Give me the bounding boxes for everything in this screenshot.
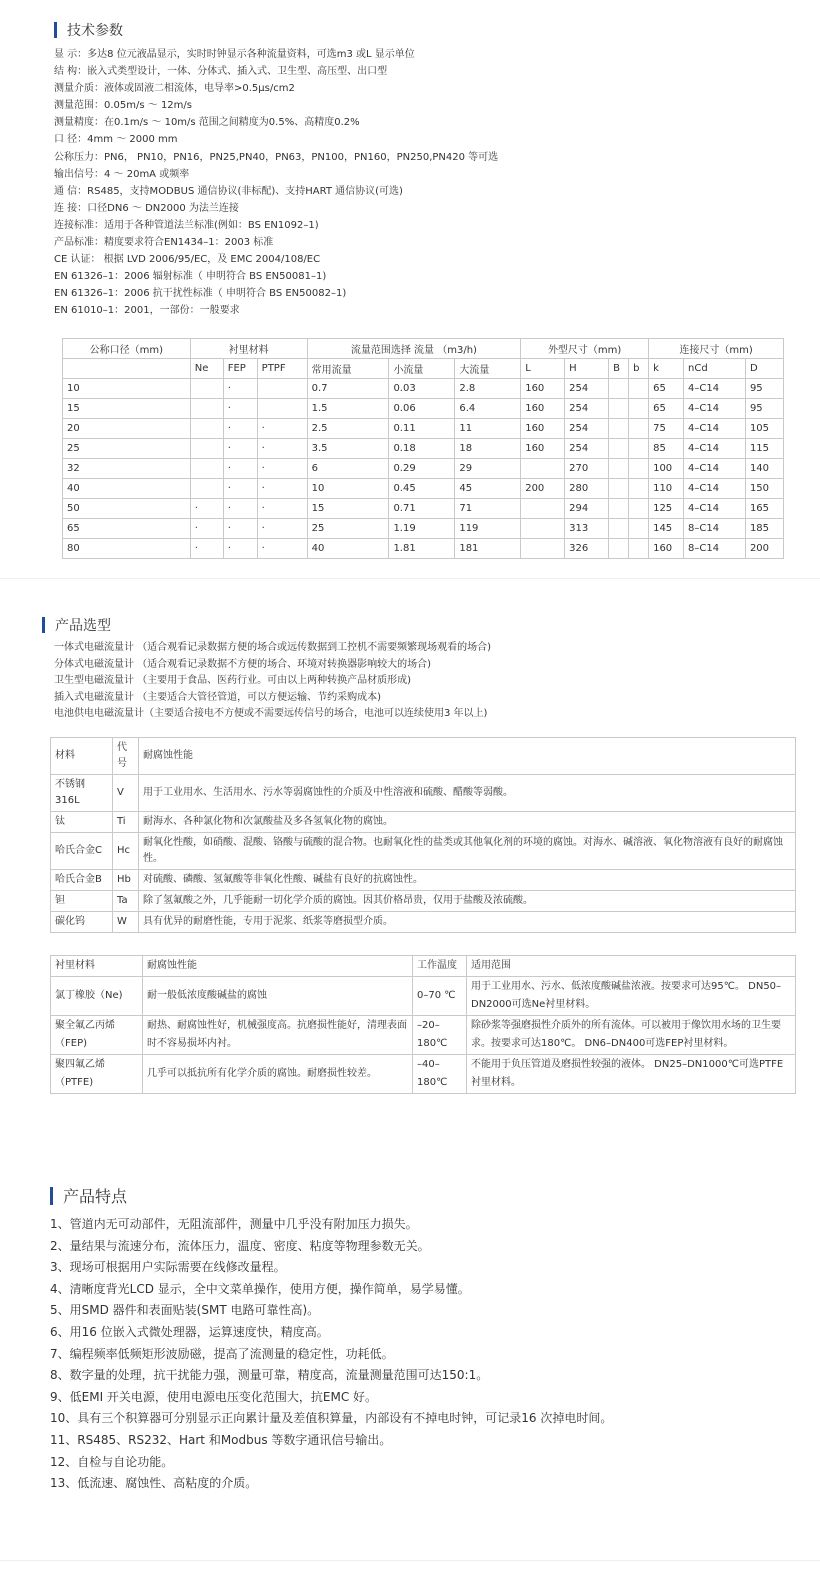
table-cell: 对硫酸、磷酸、氢氟酸等非氧化性酸、碱盐有良好的抗腐蚀性。 bbox=[139, 870, 796, 891]
table-cell: 6 bbox=[307, 459, 389, 479]
table-cell: W bbox=[113, 912, 139, 933]
table-cell: 65 bbox=[649, 379, 684, 399]
type-line: 分体式电磁流量计 （适合观看记录数据不方便的场合、环境对转换器影响较大的场合) bbox=[54, 658, 432, 670]
type-list bbox=[54, 640, 491, 723]
table-cell: 100 bbox=[649, 459, 684, 479]
table-row bbox=[63, 539, 784, 559]
table-row bbox=[63, 459, 784, 479]
size-table-header-cell: 小流量 bbox=[389, 359, 455, 379]
table-row bbox=[63, 399, 784, 419]
table-cell: 4–Ⅽ14 bbox=[684, 419, 746, 439]
table-row bbox=[63, 519, 784, 539]
table-cell: 4–Ⅽ14 bbox=[684, 379, 746, 399]
section-divider bbox=[0, 578, 820, 579]
type-line: 电池供电电磁流量计（主要适合接电不方便或不需要远传信号的场合，电池可以连续使用3 年以上) bbox=[54, 708, 488, 720]
table-cell: 326 bbox=[565, 539, 609, 559]
table-cell: 0.18 bbox=[389, 439, 455, 459]
material-table-header-cell: 耐腐蚀性能 bbox=[139, 738, 796, 775]
table-cell: 254 bbox=[565, 399, 609, 419]
size-table-header-cell: 外型尺寸（mm) bbox=[521, 339, 649, 359]
section-tech-header bbox=[54, 20, 123, 40]
table-cell: 10 bbox=[307, 479, 389, 499]
table-cell: · bbox=[257, 519, 307, 539]
feature-line: 2、量结果与流速分布，流体压力，温度、密度、粘度等物理参数无关。 bbox=[50, 1238, 430, 1253]
size-table-header-cell: Ne bbox=[190, 359, 223, 379]
table-cell bbox=[629, 379, 649, 399]
table-cell: 具有优异的耐磨性能，专用于泥浆、纸浆等磨损型介质。 bbox=[139, 912, 796, 933]
table-cell: · bbox=[223, 379, 257, 399]
section-features-title: 产品特点 bbox=[63, 1187, 128, 1206]
table-row bbox=[51, 912, 796, 933]
spec-line: 连 接：口径DN6 ～ DN2000 为法兰连接 bbox=[54, 202, 239, 214]
table-cell: 0.03 bbox=[389, 379, 455, 399]
table-cell: 25 bbox=[63, 439, 191, 459]
table-cell: 145 bbox=[649, 519, 684, 539]
table-cell: Hb bbox=[113, 870, 139, 891]
table-cell: · bbox=[257, 459, 307, 479]
table-cell: 0.71 bbox=[389, 499, 455, 519]
table-cell bbox=[609, 479, 629, 499]
spec-line: 产品标准：精度要求符合EN1434–1：2003 标准 bbox=[54, 237, 274, 249]
table-cell bbox=[629, 539, 649, 559]
table-cell bbox=[629, 519, 649, 539]
table-cell bbox=[609, 399, 629, 419]
table-cell: 181 bbox=[455, 539, 521, 559]
table-cell: 0–70 ℃ bbox=[413, 977, 467, 1016]
table-cell: 4–Ⅽ14 bbox=[684, 499, 746, 519]
table-cell: 用于工业用水、污水、低浓度酸碱盐浓液。按要求可达95℃。 DN50–DN2000可选Ne衬里材料。 bbox=[467, 977, 796, 1016]
table-cell: 除了氢氟酸之外，几乎能耐一切化学介质的腐蚀。因其价格昂贵，仅用于盐酸及浓硫酸。 bbox=[139, 891, 796, 912]
table-row bbox=[51, 891, 796, 912]
table-cell: 4–Ⅽ14 bbox=[684, 459, 746, 479]
table-cell: 15 bbox=[307, 499, 389, 519]
table-cell bbox=[521, 519, 565, 539]
table-cell: 29 bbox=[455, 459, 521, 479]
table-cell: 32 bbox=[63, 459, 191, 479]
table-cell: · bbox=[190, 519, 223, 539]
table-cell bbox=[521, 539, 565, 559]
table-row bbox=[63, 439, 784, 459]
feature-line: 3、现场可根据用户实际需要在线修改量程。 bbox=[50, 1260, 286, 1275]
section-select-header bbox=[42, 615, 111, 635]
table-cell: 耐氧化性酸，如硝酸、混酸、铬酸与硫酸的混合物。也耐氧化性的盐类或其他氧化剂的环境的腐蚀。对海水、碱溶液、氧化物溶液有良好的耐腐蚀性。 bbox=[139, 833, 796, 870]
table-cell bbox=[521, 459, 565, 479]
table-cell: 氯丁橡胶（Ne) bbox=[51, 977, 143, 1016]
spec-line: 测量精度：在0.1m/s ～ 10m/s 范围之间精度为0.5%、高精度0.2% bbox=[54, 117, 360, 129]
table-cell: 碳化钨 bbox=[51, 912, 113, 933]
section-accent-bar bbox=[50, 1187, 53, 1205]
table-cell: 200 bbox=[521, 479, 565, 499]
table-cell: 150 bbox=[745, 479, 783, 499]
table-cell: 2.8 bbox=[455, 379, 521, 399]
type-line: 卫生型电磁流量计 （主要用于食品、医药行业。可由以上两种转换产品材质形成) bbox=[54, 675, 412, 687]
table-cell: 4–Ⅽ14 bbox=[684, 399, 746, 419]
table-cell: · bbox=[223, 479, 257, 499]
table-cell: 95 bbox=[745, 379, 783, 399]
size-table bbox=[62, 338, 784, 559]
table-cell: 280 bbox=[565, 479, 609, 499]
table-row bbox=[51, 977, 796, 1016]
table-cell: 115 bbox=[745, 439, 783, 459]
spec-line: EN 61326–1：2006 抗干扰性标准（ 申明符合 BS EN50082–1) bbox=[54, 288, 347, 300]
table-cell: 40 bbox=[307, 539, 389, 559]
table-cell bbox=[609, 539, 629, 559]
table-cell bbox=[629, 499, 649, 519]
table-cell: 1.5 bbox=[307, 399, 389, 419]
size-table-header-cell: 公称口径（mm) bbox=[63, 339, 191, 359]
table-cell: 200 bbox=[745, 539, 783, 559]
table-cell: 耐热、耐腐蚀性好，机械强度高。抗磨损性能好，清理表面时不容易损坏内衬。 bbox=[143, 1016, 413, 1055]
table-cell: 313 bbox=[565, 519, 609, 539]
lining-table-header-cell: 衬里材料 bbox=[51, 956, 143, 977]
table-cell: 119 bbox=[455, 519, 521, 539]
table-cell: 聚全氟乙丙烯 （FEP) bbox=[51, 1016, 143, 1055]
table-row bbox=[63, 419, 784, 439]
table-cell: 125 bbox=[649, 499, 684, 519]
table-cell: 18 bbox=[455, 439, 521, 459]
table-cell: 20 bbox=[63, 419, 191, 439]
table-cell: 45 bbox=[455, 479, 521, 499]
table-row bbox=[51, 870, 796, 891]
lining-table-header-row bbox=[51, 956, 796, 977]
table-cell: 95 bbox=[745, 399, 783, 419]
table-cell bbox=[609, 519, 629, 539]
lining-table bbox=[50, 955, 796, 1094]
lining-table-header-cell: 工作温度 bbox=[413, 956, 467, 977]
table-cell: 不锈钢316L bbox=[51, 775, 113, 812]
table-cell: 哈氏合金B bbox=[51, 870, 113, 891]
table-cell: · bbox=[223, 459, 257, 479]
table-cell: 0.45 bbox=[389, 479, 455, 499]
table-cell: 185 bbox=[745, 519, 783, 539]
feature-line: 4、清晰度背光LCD 显示，全中文菜单操作，使用方便，操作简单，易学易懂。 bbox=[50, 1281, 470, 1296]
table-cell bbox=[521, 499, 565, 519]
table-cell: · bbox=[223, 519, 257, 539]
table-cell: 钽 bbox=[51, 891, 113, 912]
section-tech-title: 技术参数 bbox=[67, 23, 123, 39]
section-accent-bar bbox=[42, 617, 45, 633]
size-table-header-cell: 大流量 bbox=[455, 359, 521, 379]
table-cell bbox=[190, 379, 223, 399]
table-row bbox=[63, 499, 784, 519]
table-cell: Hc bbox=[113, 833, 139, 870]
feature-line: 6、用16 位嵌入式微处理器，运算速度快，精度高。 bbox=[50, 1324, 329, 1339]
size-table-header-cell: D bbox=[745, 359, 783, 379]
spec-line: 显 示：多达8 位元液晶显示，实时时钟显示各种流量资料，可选m3 或L 显示单位 bbox=[54, 49, 415, 60]
table-cell bbox=[190, 439, 223, 459]
table-cell: 140 bbox=[745, 459, 783, 479]
table-cell: 11 bbox=[455, 419, 521, 439]
size-table-header-cell: b bbox=[629, 359, 649, 379]
table-cell bbox=[190, 459, 223, 479]
spec-line: 公称压力：PN6， PN10，PN16，PN25,PN40，PN63，PN100，PN160，PN250,PN420 等可选 bbox=[54, 151, 499, 163]
table-cell: · bbox=[190, 499, 223, 519]
table-cell: · bbox=[223, 439, 257, 459]
spec-list bbox=[54, 46, 498, 320]
table-cell: V bbox=[113, 775, 139, 812]
size-table-header-cell bbox=[63, 359, 191, 379]
table-cell: 254 bbox=[565, 439, 609, 459]
table-cell bbox=[629, 439, 649, 459]
feature-list bbox=[50, 1214, 612, 1495]
feature-line: 13、低流速、腐蚀性、高粘度的介质。 bbox=[50, 1476, 258, 1491]
table-cell bbox=[609, 459, 629, 479]
table-cell: 10 bbox=[63, 379, 191, 399]
section-accent-bar bbox=[54, 22, 57, 38]
table-cell: 270 bbox=[565, 459, 609, 479]
table-cell: · bbox=[257, 439, 307, 459]
table-cell: 1.81 bbox=[389, 539, 455, 559]
table-cell: 254 bbox=[565, 379, 609, 399]
feature-line: 8、数字量的处理，抗干扰能力强，测量可靠，精度高，流量测量范围可达150:1。 bbox=[50, 1368, 489, 1383]
table-cell: 8–Ⅽ14 bbox=[684, 519, 746, 539]
size-table-header-cell: PTPF bbox=[257, 359, 307, 379]
spec-line: EN 61010–1：2001，一部份：一般要求 bbox=[54, 305, 240, 317]
table-cell: 哈氏合金C bbox=[51, 833, 113, 870]
table-cell bbox=[629, 459, 649, 479]
spec-line: EN 61326–1：2006 辐射标准（ 申明符合 BS EN50081–1) bbox=[54, 271, 327, 283]
table-cell: 3.5 bbox=[307, 439, 389, 459]
table-cell: 65 bbox=[63, 519, 191, 539]
table-cell bbox=[629, 419, 649, 439]
table-cell: 160 bbox=[521, 399, 565, 419]
spec-line: 通 信：RS485，支持MODBUS 通信协议(非标配)、支持HART 通信协议(可选) bbox=[54, 185, 403, 197]
table-cell: · bbox=[190, 539, 223, 559]
spec-line: 口 径：4mm ～ 2000 mm bbox=[54, 134, 178, 146]
size-table-header-cell: k bbox=[649, 359, 684, 379]
table-cell: 254 bbox=[565, 419, 609, 439]
feature-line: 11、RS485、RS232、Hart 和Modbus 等数字通讯信号输出。 bbox=[50, 1432, 392, 1447]
table-cell: 105 bbox=[745, 419, 783, 439]
table-cell: · bbox=[223, 539, 257, 559]
table-cell: · bbox=[223, 399, 257, 419]
table-cell bbox=[609, 499, 629, 519]
table-cell: 8–Ⅽ14 bbox=[684, 539, 746, 559]
size-table-header-cell: 流量范围选择 流量 （m3/h) bbox=[307, 339, 521, 359]
table-cell: 40 bbox=[63, 479, 191, 499]
table-cell bbox=[609, 379, 629, 399]
table-cell: 25 bbox=[307, 519, 389, 539]
table-cell: 75 bbox=[649, 419, 684, 439]
table-cell: 71 bbox=[455, 499, 521, 519]
feature-line: 5、用SMD 器件和表面贴装(SMT 电路可靠性高)。 bbox=[50, 1303, 320, 1318]
size-table-header-cell: FEP bbox=[223, 359, 257, 379]
type-line: 一体式电磁流量计 （适合观看记录数据方便的场合或远传数据到工控机不需要频繁现场观看的场合) bbox=[54, 642, 492, 653]
table-cell: 1.19 bbox=[389, 519, 455, 539]
table-cell: 6.4 bbox=[455, 399, 521, 419]
material-table-header-cell: 代号 bbox=[113, 738, 139, 775]
table-cell: 85 bbox=[649, 439, 684, 459]
material-table-header-cell: 材料 bbox=[51, 738, 113, 775]
table-cell bbox=[257, 399, 307, 419]
table-cell: 4–Ⅽ14 bbox=[684, 439, 746, 459]
lining-table-header-cell: 耐腐蚀性能 bbox=[143, 956, 413, 977]
size-table-header-cell: nⅭd bbox=[684, 359, 746, 379]
table-cell: 耐一般低浓度酸碱盐的腐蚀 bbox=[143, 977, 413, 1016]
spec-line: 结 构：嵌入式类型设计，一体、分体式、插入式、卫生型、高压型、出口型 bbox=[54, 66, 388, 78]
size-table-header-cell: 常用流量 bbox=[307, 359, 389, 379]
feature-line: 7、编程频率低频矩形波励磁，提高了流测量的稳定性，功耗低。 bbox=[50, 1346, 394, 1361]
table-cell: 几乎可以抵抗所有化学介质的腐蚀。耐磨损性较差。 bbox=[143, 1055, 413, 1094]
table-cell: 160 bbox=[521, 439, 565, 459]
size-table-header-cell: 连接尺寸（mm) bbox=[649, 339, 784, 359]
table-cell bbox=[190, 479, 223, 499]
table-cell: 0.29 bbox=[389, 459, 455, 479]
lining-table-header-cell: 适用范围 bbox=[467, 956, 796, 977]
table-cell: · bbox=[223, 419, 257, 439]
table-cell: 160 bbox=[649, 539, 684, 559]
spec-line: 连接标准：适用于各种管道法兰标准(例如：BS EN1092–1) bbox=[54, 219, 319, 231]
table-cell: 钛 bbox=[51, 812, 113, 833]
size-table-header-row-1 bbox=[63, 339, 784, 359]
page-bottom-divider bbox=[0, 1560, 820, 1561]
spec-line: 测量介质：液体或固液二相流体，电导率>0.5μs/cm2 bbox=[54, 83, 295, 95]
table-cell: 0.06 bbox=[389, 399, 455, 419]
table-cell bbox=[629, 399, 649, 419]
table-cell: 165 bbox=[745, 499, 783, 519]
table-cell: 160 bbox=[521, 419, 565, 439]
table-cell bbox=[190, 399, 223, 419]
section-features-header bbox=[50, 1184, 127, 1207]
table-cell: 294 bbox=[565, 499, 609, 519]
table-cell: –40–180℃ bbox=[413, 1055, 467, 1094]
table-cell: 4–Ⅽ14 bbox=[684, 479, 746, 499]
table-row bbox=[63, 479, 784, 499]
table-cell: 用于工业用水、生活用水、污水等弱腐蚀性的介质及中性溶液和硫酸、醋酸等弱酸。 bbox=[139, 775, 796, 812]
table-cell: 160 bbox=[521, 379, 565, 399]
table-cell: 80 bbox=[63, 539, 191, 559]
section-select-title: 产品选型 bbox=[55, 618, 111, 634]
size-table-header-cell: 衬里材料 bbox=[190, 339, 307, 359]
table-cell bbox=[609, 419, 629, 439]
table-cell: · bbox=[223, 499, 257, 519]
table-row bbox=[51, 812, 796, 833]
table-cell bbox=[257, 379, 307, 399]
spec-line: 输出信号：4 ～ 20mA 或频率 bbox=[54, 168, 190, 180]
table-cell: 65 bbox=[649, 399, 684, 419]
table-cell bbox=[190, 419, 223, 439]
table-cell: Ti bbox=[113, 812, 139, 833]
table-cell: 聚四氟乙烯 （PTFE) bbox=[51, 1055, 143, 1094]
table-cell: Ta bbox=[113, 891, 139, 912]
feature-line: 12、自检与自论功能。 bbox=[50, 1454, 174, 1469]
table-cell bbox=[609, 439, 629, 459]
table-row bbox=[51, 775, 796, 812]
material-table bbox=[50, 737, 796, 933]
table-cell: –20–180℃ bbox=[413, 1016, 467, 1055]
table-cell: 不能用于负压管道及磨损性较强的液体。 DN25–DN1000℃可选PTFE衬里材料。 bbox=[467, 1055, 796, 1094]
table-cell: 2.5 bbox=[307, 419, 389, 439]
material-table-header-row bbox=[51, 738, 796, 775]
table-row bbox=[63, 379, 784, 399]
feature-line: 9、低EMI 开关电源，使用电源电压变化范围大，抗EMC 好。 bbox=[50, 1389, 378, 1404]
feature-line: 10、具有三个积算器可分别显示正向累计量及差值积算量，内部设有不掉电时钟，可记录16 次掉电时间。 bbox=[50, 1411, 613, 1426]
table-cell: 0.11 bbox=[389, 419, 455, 439]
feature-line: 1、管道内无可动部件，无阻流部件，测量中几乎没有附加压力损失。 bbox=[50, 1217, 418, 1231]
type-line: 插入式电磁流量计 （主要适合大管径管道，可以方便运输、节约采购成本) bbox=[54, 691, 382, 703]
size-table-header-cell: L bbox=[521, 359, 565, 379]
size-table-header-cell: H bbox=[565, 359, 609, 379]
spec-line: CE 认证： 根据 LVD 2006/95/EC，及 EMC 2004/108/EC bbox=[54, 254, 321, 266]
table-cell: · bbox=[257, 479, 307, 499]
size-table-header-row-2 bbox=[63, 359, 784, 379]
spec-line: 测量范围：0.05m/s ～ 12m/s bbox=[54, 100, 192, 112]
table-cell bbox=[629, 479, 649, 499]
size-table-header-cell: B bbox=[609, 359, 629, 379]
table-cell: 110 bbox=[649, 479, 684, 499]
table-cell: · bbox=[257, 539, 307, 559]
table-row bbox=[51, 1016, 796, 1055]
table-cell: 0.7 bbox=[307, 379, 389, 399]
table-cell: 15 bbox=[63, 399, 191, 419]
table-cell: 除砂浆等强磨损性介质外的所有流体。可以被用于像饮用水场的卫生要求。按要求可达180℃。 DN6–DN400可选FEP衬里材料。 bbox=[467, 1016, 796, 1055]
table-cell: 50 bbox=[63, 499, 191, 519]
table-row bbox=[51, 833, 796, 870]
table-cell: · bbox=[257, 419, 307, 439]
table-cell: · bbox=[257, 499, 307, 519]
table-row bbox=[51, 1055, 796, 1094]
table-cell: 耐海水、各种氯化物和次氯酸盐及多各氢氧化物的腐蚀。 bbox=[139, 812, 796, 833]
